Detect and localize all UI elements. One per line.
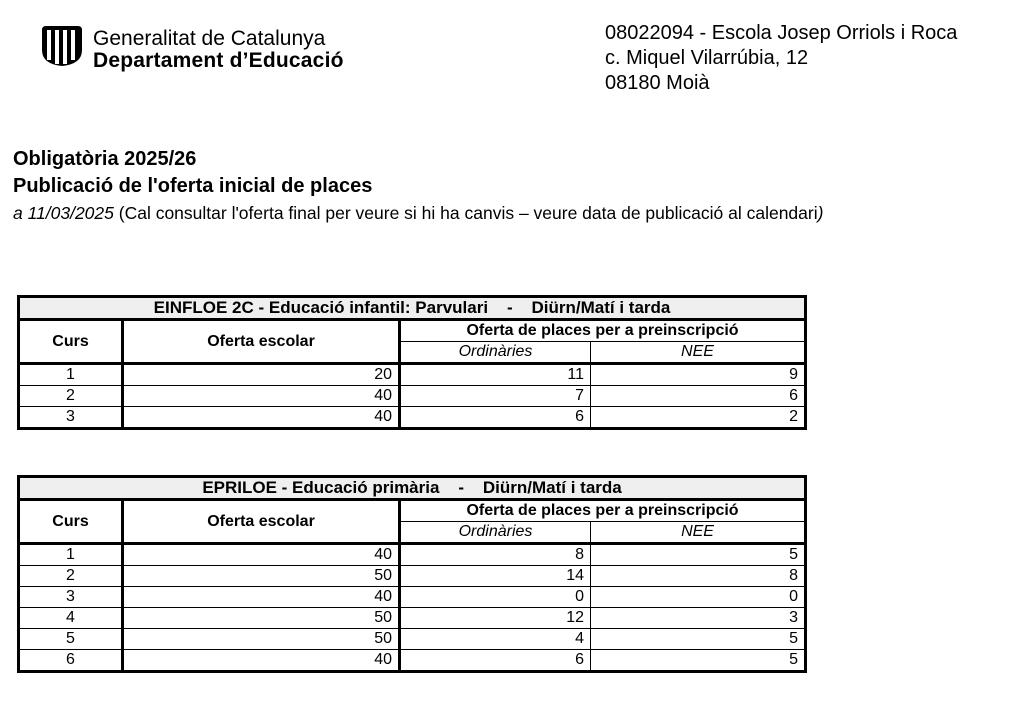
table-row bbox=[19, 608, 806, 629]
cell-curs: 3 bbox=[19, 407, 123, 429]
header-oferta-escolar: Oferta escolar bbox=[123, 320, 400, 364]
table-title: EPRILOE - Educació primària - Diürn/Matí i tarda bbox=[19, 477, 806, 500]
cell-nee: 5 bbox=[591, 629, 806, 650]
school-city: 08180 Moià bbox=[605, 72, 710, 94]
cell-ordinaries: 11 bbox=[400, 364, 591, 386]
organization-name bbox=[93, 28, 344, 72]
cell-nee: 6 bbox=[591, 386, 806, 407]
page-title: Obligatòria 2025/26 bbox=[13, 148, 197, 170]
cell-curs: 1 bbox=[19, 544, 123, 566]
offer-table-primaria bbox=[17, 475, 807, 673]
cell-oferta: 40 bbox=[123, 544, 400, 566]
table-row bbox=[19, 629, 806, 650]
publication-note-text: (Cal consultar l'oferta final per veure si hi ha canvis – veure data de publicació al calendari bbox=[118, 203, 818, 223]
cell-ordinaries: 6 bbox=[400, 407, 591, 429]
school-address bbox=[605, 21, 957, 96]
cell-nee: 5 bbox=[591, 544, 806, 566]
cell-oferta: 40 bbox=[123, 650, 400, 672]
header-curs: Curs bbox=[19, 320, 123, 364]
cell-ordinaries: 7 bbox=[400, 386, 591, 407]
header-ordinaries: Ordinàries bbox=[400, 342, 591, 364]
cell-oferta: 40 bbox=[123, 587, 400, 608]
cell-oferta: 50 bbox=[123, 629, 400, 650]
cell-ordinaries: 0 bbox=[400, 587, 591, 608]
cell-curs: 2 bbox=[19, 566, 123, 587]
publication-note-close: ) bbox=[817, 203, 824, 223]
cell-curs: 5 bbox=[19, 629, 123, 650]
cell-curs: 1 bbox=[19, 364, 123, 386]
cell-nee: 2 bbox=[591, 407, 806, 429]
header-ordinaries: Ordinàries bbox=[400, 522, 591, 544]
table-row bbox=[19, 650, 806, 672]
cell-ordinaries: 8 bbox=[400, 544, 591, 566]
org-line-2: Departament d’Educació bbox=[93, 49, 344, 72]
header-oferta-places: Oferta de places per a preinscripció bbox=[400, 320, 806, 342]
cell-curs: 4 bbox=[19, 608, 123, 629]
cell-oferta: 50 bbox=[123, 566, 400, 587]
cell-ordinaries: 14 bbox=[400, 566, 591, 587]
cell-oferta: 40 bbox=[123, 386, 400, 407]
page-heading bbox=[13, 146, 823, 227]
table-row bbox=[19, 407, 806, 429]
cell-ordinaries: 12 bbox=[400, 608, 591, 629]
table-row bbox=[19, 587, 806, 608]
table-row bbox=[19, 386, 806, 407]
publication-date: a 11/03/2025 bbox=[13, 203, 119, 223]
cell-curs: 3 bbox=[19, 587, 123, 608]
cell-nee: 5 bbox=[591, 650, 806, 672]
cell-curs: 6 bbox=[19, 650, 123, 672]
cell-nee: 3 bbox=[591, 608, 806, 629]
school-name: 08022094 - Escola Josep Orriols i Roca bbox=[605, 22, 958, 44]
header-curs: Curs bbox=[19, 500, 123, 544]
school-street: c. Miquel Vilarrúbia, 12 bbox=[605, 47, 809, 69]
cell-nee: 0 bbox=[591, 587, 806, 608]
publication-note bbox=[13, 200, 823, 227]
cell-oferta: 50 bbox=[123, 608, 400, 629]
offer-table-infantil bbox=[17, 295, 807, 430]
cell-curs: 2 bbox=[19, 386, 123, 407]
cell-oferta: 40 bbox=[123, 407, 400, 429]
cell-ordinaries: 6 bbox=[400, 650, 591, 672]
table-title: EINFLOE 2C - Educació infantil: Parvulari - Diürn/Matí i tarda bbox=[19, 297, 806, 320]
cell-nee: 8 bbox=[591, 566, 806, 587]
generalitat-logo-icon bbox=[38, 24, 86, 73]
cell-nee: 9 bbox=[591, 364, 806, 386]
table-row bbox=[19, 544, 806, 566]
cell-oferta: 20 bbox=[123, 364, 400, 386]
page-subtitle: Publicació de l'oferta inicial de places bbox=[13, 175, 373, 197]
table-row bbox=[19, 566, 806, 587]
header-oferta-escolar: Oferta escolar bbox=[123, 500, 400, 544]
table-row bbox=[19, 364, 806, 386]
header-oferta-places: Oferta de places per a preinscripció bbox=[400, 500, 806, 522]
org-line-1: Generalitat de Catalunya bbox=[93, 27, 326, 50]
cell-ordinaries: 4 bbox=[400, 629, 591, 650]
header-nee: NEE bbox=[591, 522, 806, 544]
header-nee: NEE bbox=[591, 342, 806, 364]
